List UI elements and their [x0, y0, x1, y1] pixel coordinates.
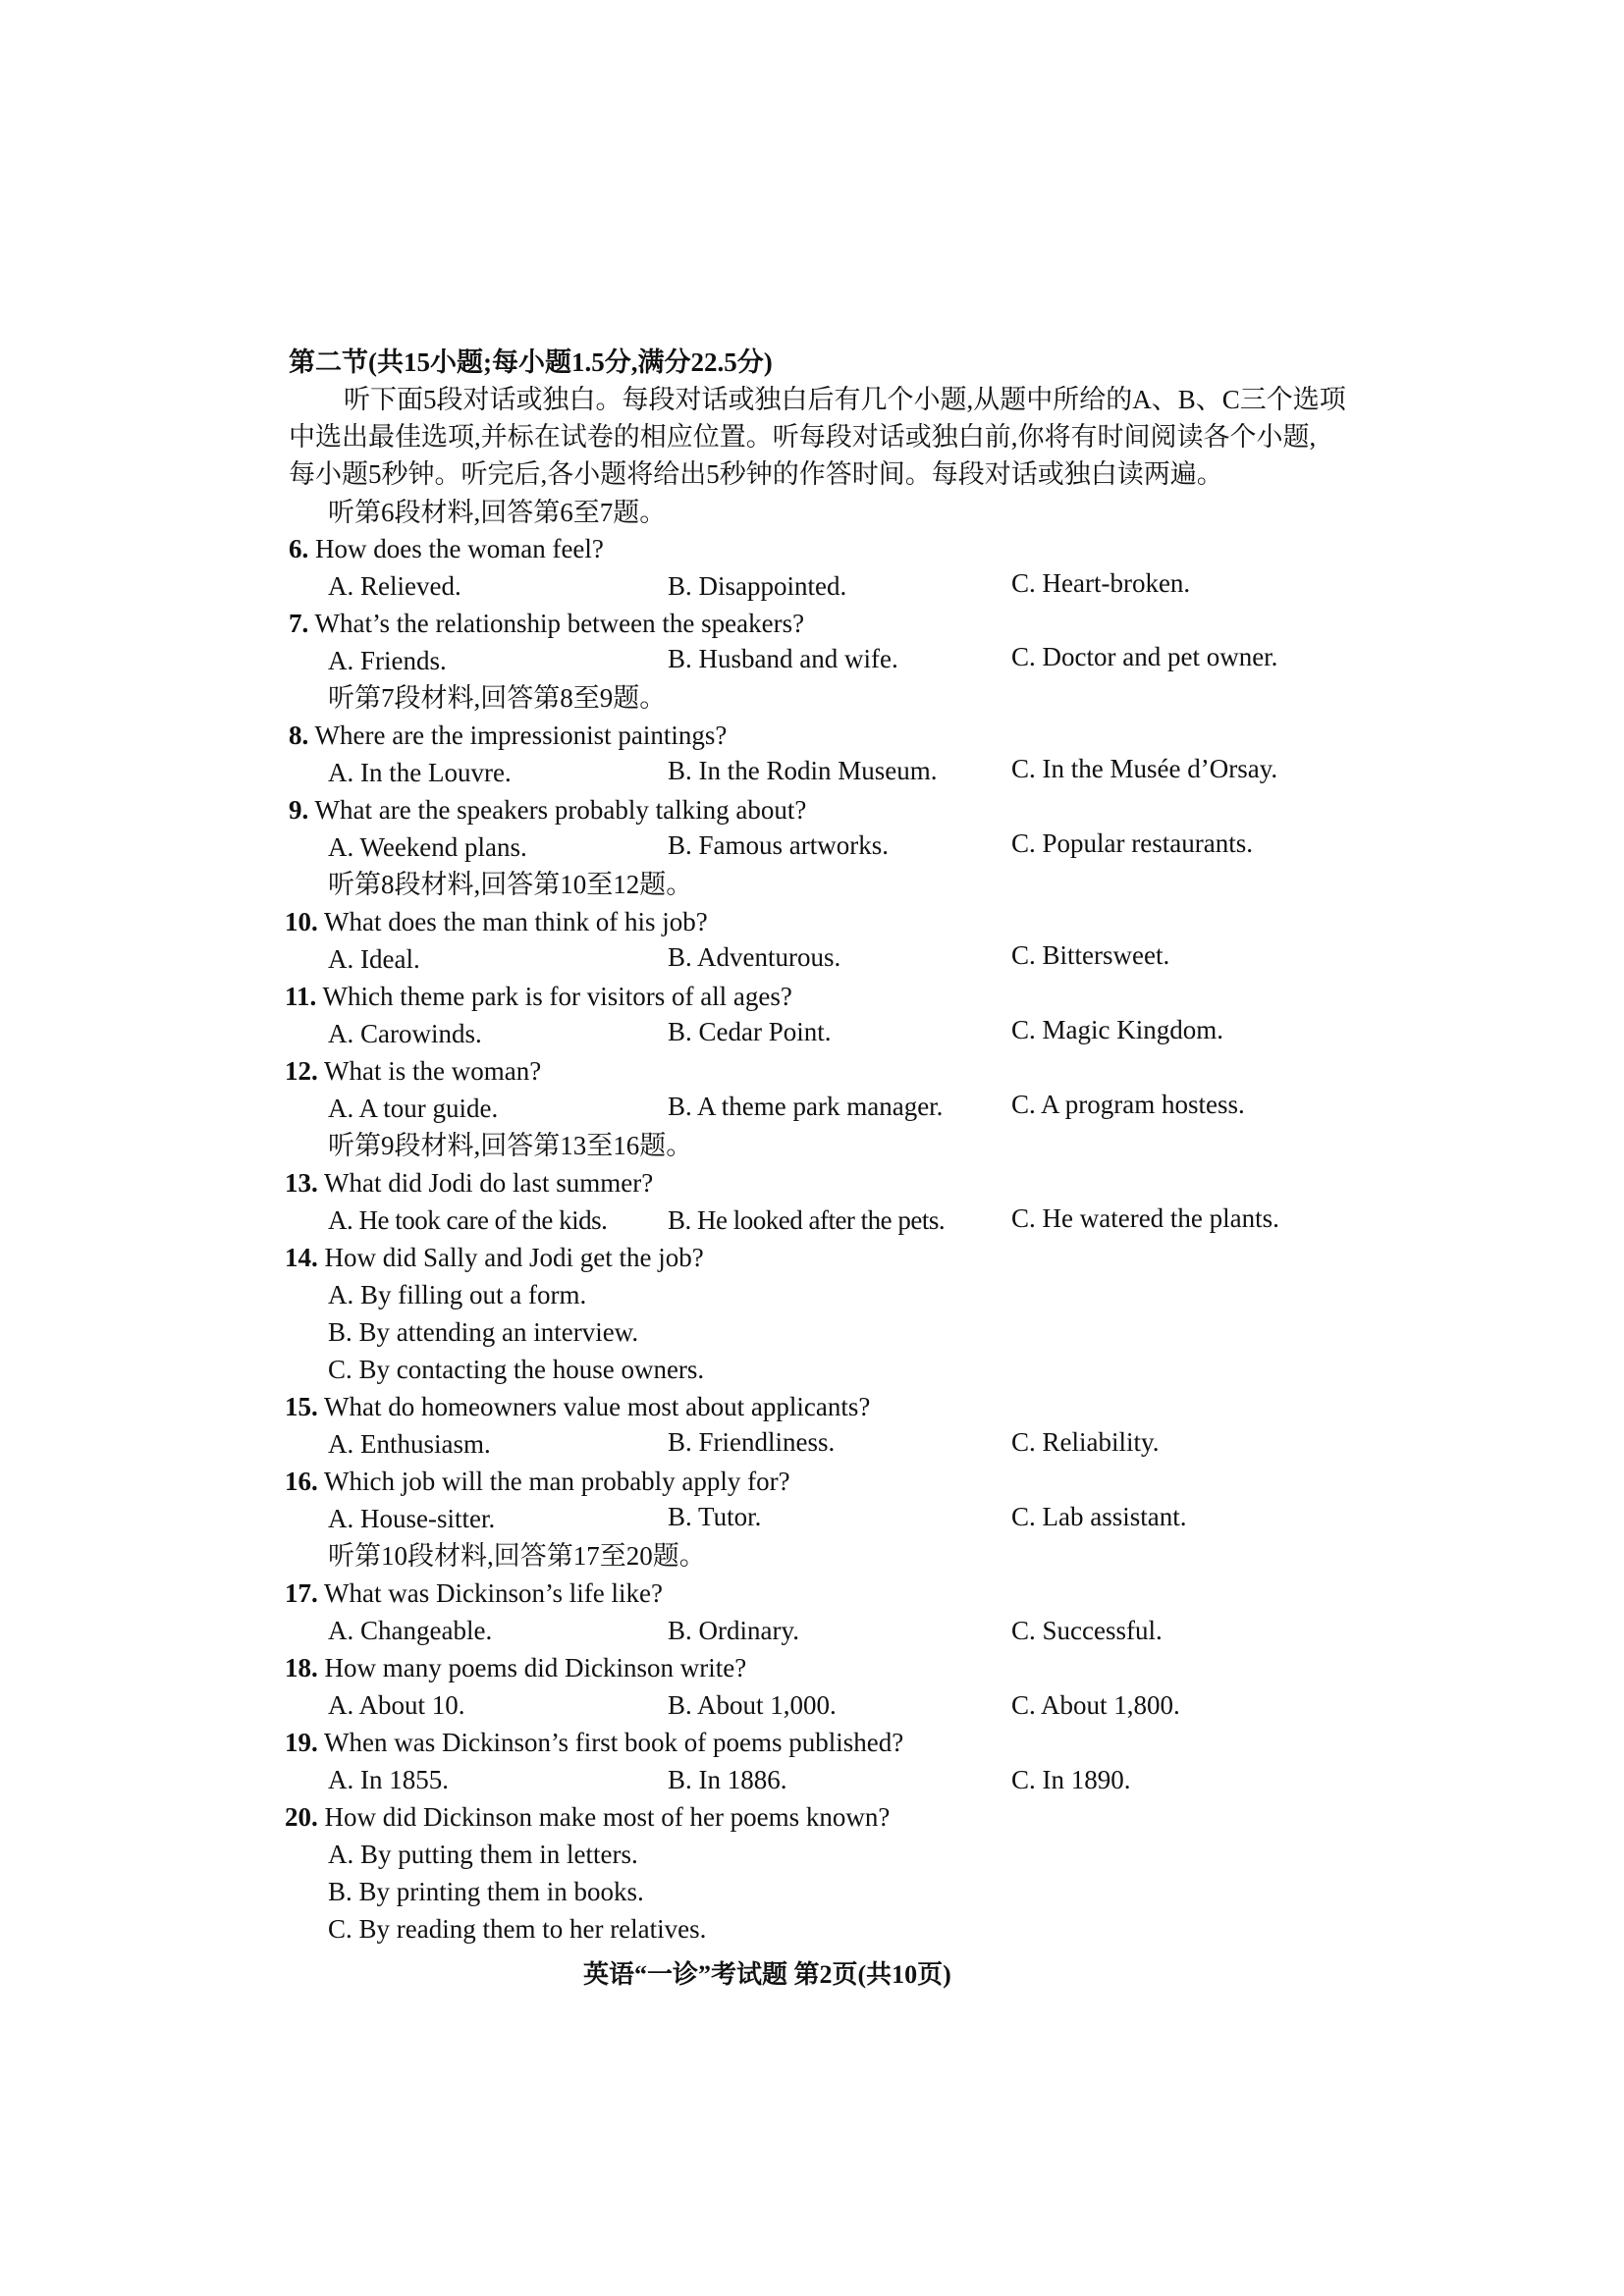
question-number: 12. [285, 1056, 318, 1086]
question-number: 18. [285, 1653, 318, 1682]
question-12 [285, 1053, 541, 1089]
material-note-9: 听第9段材料,回答第13至16题。 [328, 1131, 693, 1160]
option-a: A. Friends. [328, 646, 447, 675]
question-text: How many poems did Dickinson write? [324, 1653, 747, 1682]
question-13 [285, 1165, 653, 1201]
question-6 [289, 531, 604, 566]
question-text: How did Sally and Jodi get the job? [324, 1243, 704, 1272]
option-a: A. Weekend plans. [328, 832, 527, 862]
option-b: B. In 1886. [668, 1765, 787, 1794]
option-a: A. He took care of the kids. [328, 1205, 608, 1235]
question-7 [289, 606, 804, 641]
instruction-line-1: 听下面5段对话或独白。每段对话或独白后有几个小题,从题中所给的A、B、C三个选项 [344, 385, 1346, 414]
question-14 [285, 1240, 704, 1275]
option-a: A. In the Louvre. [328, 758, 512, 787]
question-number: 9. [289, 795, 309, 825]
question-19 [285, 1725, 903, 1760]
option-c: C. Popular restaurants. [1011, 828, 1253, 858]
question-8 [289, 718, 727, 753]
page-footer: 英语“一诊”考试题 第2页(共10页) [583, 1960, 951, 1989]
section-title: 第二节(共15小题;每小题1.5分,满分22.5分) [289, 347, 773, 377]
option-a: A. Ideal. [328, 944, 420, 974]
option-a: A. Enthusiasm. [328, 1429, 491, 1459]
option-b: B. In the Rodin Museum. [668, 756, 938, 785]
question-number: 19. [285, 1728, 318, 1757]
question-text: How does the woman feel? [315, 534, 604, 563]
question-number: 7. [289, 609, 309, 638]
option-b: B. He looked after the pets. [668, 1205, 946, 1235]
option-c: C. He watered the plants. [1011, 1203, 1279, 1233]
question-number: 11. [285, 982, 317, 1011]
material-note-7: 听第7段材料,回答第8至9题。 [328, 683, 667, 713]
option-c: C. Bittersweet. [1011, 940, 1170, 970]
question-text: What is the woman? [324, 1056, 542, 1086]
option-a: A. In 1855. [328, 1765, 449, 1794]
option-b: B. A theme park manager. [668, 1092, 944, 1121]
option-c: C. In the Musée d’Orsay. [1011, 754, 1278, 783]
instruction-line-2: 中选出最佳选项,并标在试卷的相应位置。听每段对话或独白前,你将有时间阅读各个小题, [289, 422, 1317, 452]
question-9 [289, 792, 806, 828]
material-note-6: 听第6段材料,回答第6至7题。 [328, 498, 667, 527]
material-note-10: 听第10段材料,回答第17至20题。 [328, 1541, 706, 1571]
option-c: C. Heart-broken. [1011, 568, 1191, 598]
question-20 [285, 1799, 890, 1835]
option-b: B. Tutor. [668, 1502, 762, 1531]
option-b: B. Cedar Point. [668, 1017, 832, 1046]
option-b: B. By attending an interview. [328, 1317, 639, 1347]
question-16 [285, 1464, 790, 1499]
question-number: 8. [289, 721, 309, 750]
option-c: C. By reading them to her relatives. [328, 1914, 707, 1944]
option-a: A. By putting them in letters. [328, 1840, 638, 1869]
option-c: C. Magic Kingdom. [1011, 1015, 1223, 1044]
question-10 [285, 904, 708, 939]
option-a: A. About 10. [328, 1690, 465, 1720]
option-a: A. A tour guide. [328, 1094, 499, 1123]
option-c: C. Lab assistant. [1011, 1502, 1187, 1531]
question-11 [285, 979, 792, 1014]
option-a: A. House-sitter. [328, 1504, 496, 1533]
question-text: What do homeowners value most about applicants? [324, 1392, 871, 1421]
question-18 [285, 1650, 746, 1685]
question-number: 10. [285, 907, 318, 936]
question-text: What was Dickinson’s life like? [324, 1578, 663, 1608]
question-number: 13. [285, 1168, 318, 1198]
option-c: C. Reliability. [1011, 1427, 1160, 1457]
question-text: When was Dickinson’s first book of poems published? [324, 1728, 904, 1757]
question-text: Which job will the man probably apply for? [324, 1467, 790, 1496]
instruction-line-3: 每小题5秒钟。听完后,各小题将给出5秒钟的作答时间。每段对话或独白读两遍。 [289, 459, 1223, 489]
question-text: What does the man think of his job? [324, 907, 708, 936]
question-text: Where are the impressionist paintings? [314, 721, 728, 750]
question-15 [285, 1389, 870, 1424]
option-b: B. Husband and wife. [668, 644, 898, 673]
option-b: B. Famous artworks. [668, 830, 889, 860]
option-c: C. Doctor and pet owner. [1011, 642, 1278, 671]
question-text: What are the speakers probably talking about? [314, 795, 807, 825]
question-text: What’s the relationship between the speakers? [314, 609, 805, 638]
question-text: How did Dickinson make most of her poems known? [324, 1802, 891, 1832]
option-b: B. Friendliness. [668, 1427, 836, 1457]
option-b: B. About 1,000. [668, 1690, 837, 1720]
question-text: Which theme park is for visitors of all ages? [322, 982, 792, 1011]
option-a: A. By filling out a form. [328, 1280, 587, 1309]
option-b: B. Ordinary. [668, 1616, 799, 1645]
material-note-8: 听第8段材料,回答第10至12题。 [328, 870, 693, 899]
question-number: 15. [285, 1392, 318, 1421]
question-17 [285, 1575, 663, 1611]
question-number: 17. [285, 1578, 318, 1608]
question-number: 16. [285, 1467, 318, 1496]
question-number: 20. [285, 1802, 318, 1832]
option-a: A. Relieved. [328, 571, 461, 601]
option-c: C. In 1890. [1011, 1765, 1131, 1794]
option-a: A. Carowinds. [328, 1019, 482, 1048]
option-c: C. About 1,800. [1011, 1690, 1180, 1720]
option-a: A. Changeable. [328, 1616, 493, 1645]
option-b: B. Adventurous. [668, 942, 841, 972]
option-c: C. A program hostess. [1011, 1090, 1245, 1119]
option-b: B. Disappointed. [668, 571, 847, 601]
option-c: C. Successful. [1011, 1616, 1163, 1645]
option-c: C. By contacting the house owners. [328, 1355, 705, 1384]
question-number: 14. [285, 1243, 318, 1272]
question-number: 6. [289, 534, 309, 563]
question-text: What did Jodi do last summer? [324, 1168, 654, 1198]
option-b: B. By printing them in books. [328, 1877, 644, 1906]
